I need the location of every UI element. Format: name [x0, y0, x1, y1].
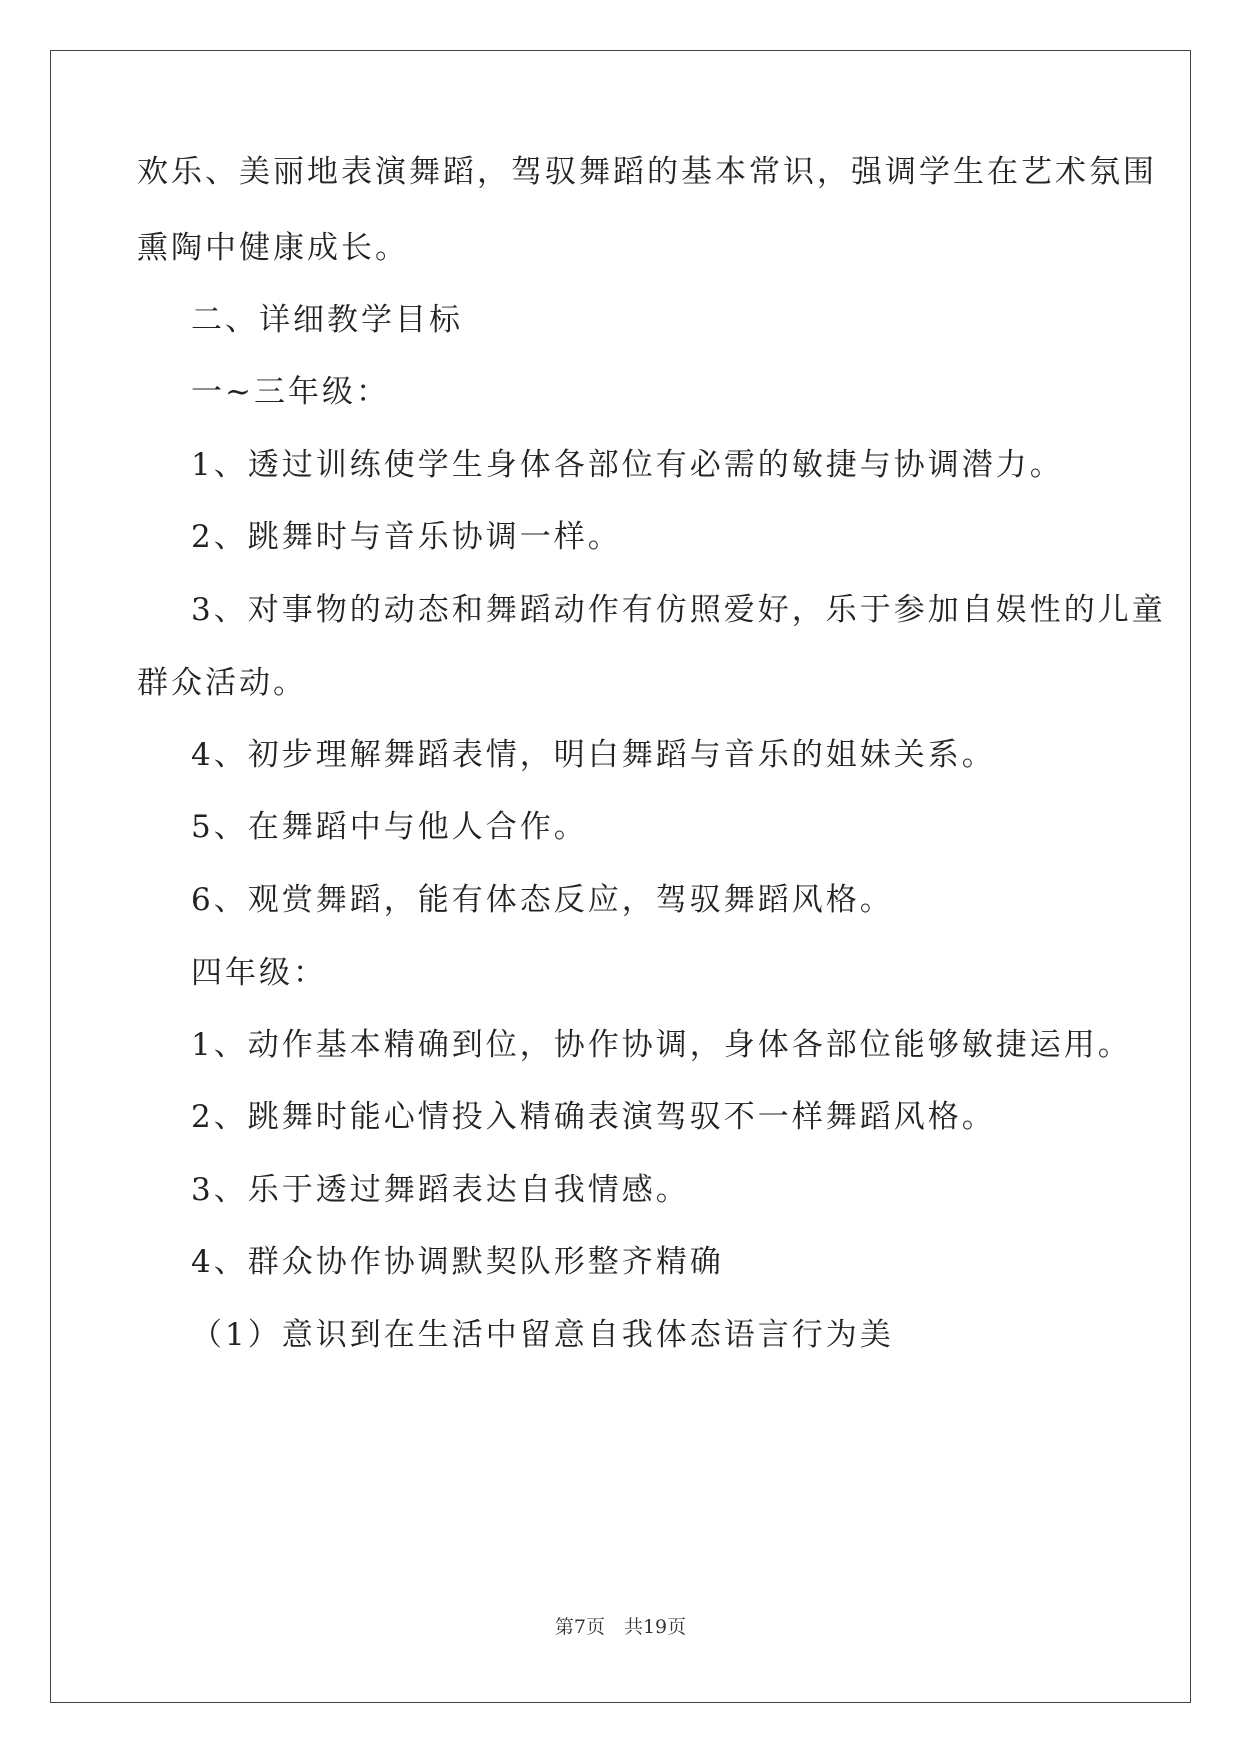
page-border [50, 50, 1191, 1703]
list-item: 2、跳舞时与音乐协调一样。 [191, 519, 622, 555]
sub-list-item: （1）意识到在生活中留意自我体态语言行为美 [191, 1317, 894, 1353]
paragraph-line: 熏陶中健康成长。 [137, 230, 409, 266]
section-heading: 二、详细教学目标 [191, 302, 463, 338]
list-item: 3、乐于透过舞蹈表达自我情感。 [191, 1172, 690, 1208]
subsection-heading: 一~三年级： [191, 374, 390, 410]
list-item: 4、群众协作协调默契队形整齐精确 [191, 1244, 724, 1280]
paragraph-line: 欢乐、美丽地表演舞蹈，驾驭舞蹈的基本常识，强调学生在艺术氛围 [137, 154, 1157, 190]
page-number-text: 第7页 共19页 [554, 1616, 687, 1638]
subsection-heading: 四年级： [191, 955, 327, 991]
list-item: 4、初步理解舞蹈表情，明白舞蹈与音乐的姐妹关系。 [191, 737, 996, 773]
list-item: 5、在舞蹈中与他人合作。 [191, 809, 588, 845]
list-item: 2、跳舞时能心情投入精确表演驾驭不一样舞蹈风格。 [191, 1099, 996, 1135]
list-item: 1、动作基本精确到位，协作协调，身体各部位能够敏捷运用。 [191, 1027, 1132, 1063]
list-item-continuation: 群众活动。 [137, 665, 307, 701]
page-number-footer [0, 1614, 1241, 1640]
list-item: 6、观赏舞蹈，能有体态反应，驾驭舞蹈风格。 [191, 882, 894, 918]
list-item: 3、对事物的动态和舞蹈动作有仿照爱好，乐于参加自娱性的儿童 [191, 592, 1166, 628]
list-item: 1、透过训练使学生身体各部位有必需的敏捷与协调潜力。 [191, 447, 1064, 483]
